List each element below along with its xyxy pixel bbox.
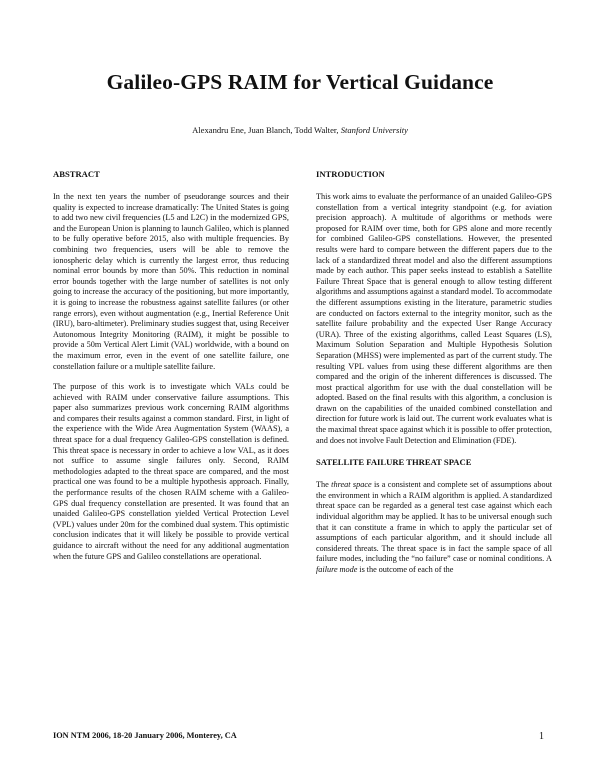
right-column bbox=[316, 169, 552, 576]
author-line bbox=[0, 125, 600, 135]
paper-title: Galileo-GPS RAIM for Vertical Guidance bbox=[106, 70, 494, 94]
page-number: 1 bbox=[539, 731, 544, 742]
abstract-heading: ABSTRACT bbox=[53, 169, 100, 179]
threat-space-heading: SATELLITE FAILURE THREAT SPACE bbox=[316, 457, 472, 468]
affiliation: Stanford University bbox=[340, 125, 408, 135]
footer-conference: ION NTM 2006, 18-20 January 2006, Monterey, CA bbox=[53, 731, 237, 740]
threat-space-text-c: is the outcome of each of the bbox=[357, 565, 454, 574]
introduction-heading: INTRODUCTION bbox=[316, 169, 385, 179]
term-threat-space: threat space bbox=[331, 480, 372, 490]
abstract-paragraph-1: In the next ten years the number of pseudorange sources and their quality is expected to increase dramatically: The United States is going to add two new civil frequencies (L5 and L2C) in the modernized GPS, and the European Union is planning to launch Galileo, which is planned to be fully operative before 2015, also with multiple frequencies. By combining two frequencies, users will be able to remove the ionospheric delay which is currently the largest error, thus reducing nominal error bounds by more than 50%. This reduction in nominal error bounds together with the large number of satellites is not only going to increase the accuracy of the positioning, but more importantly, it is going to increase the robustness against satellite failures (or other range errors), even without augmentation (e.g., Inertial Reference Unit (IRU), baro-altimeter). Preliminary studies suggest that, using Receiver Autonomous Integrity Monitoring (RAIM), it might be possible to provide a 50m Vertical Alert Limit (VAL) worldwide, with a bound on the maximum error, even in the event of one satellite failure, one constellation failure or a multiple satellite failure. bbox=[53, 192, 289, 371]
abstract-paragraph-2: The purpose of this work is to investigate which VALs could be achieved with RAIM under conservative failure assumptions. This paper also summarizes previous work concerning RAIM algorithms and compares their results against a common standard. First, in light of the experience with the Wide Area Augmentation System (WAAS), a threat space for a dual frequency Galileo-GPS constellation is defined. This threat space is necessary in order to achieve a low VAL, as it does not suffice to assume single failures only. Second, RAIM methodologies adapted to the threat space are compared, and the most practical one was found to be a multiple hypothesis approach. Finally, the performance results of the chosen RAIM scheme with a Galileo-GPS dual frequency constellation are presented. It was found that an unaided Galileo-GPS constellation yielded Vertical Protection Level (VPL) values under 20m for the combined dual system. This optimistic conclusion indicates that it will likely be possible to provide vertical guidance to aircraft without the need for any additional augmentation when the future GPS and Galileo constellations are operational. bbox=[53, 382, 289, 561]
term-failure-mode: failure mode bbox=[316, 565, 358, 574]
authors: Alexandru Ene, Juan Blanch, Todd Walter, bbox=[192, 125, 341, 135]
threat-space-paragraph-1 bbox=[316, 480, 552, 575]
threat-space-text-a: The bbox=[316, 480, 332, 490]
introduction-paragraph-1: This work aims to evaluate the performance of an unaided Galileo-GPS constellation from a vertical integrity standpoint (e.g. for aviation precision approach). A multitude of algorithms or methods were proposed for RAIM over time, both for GPS alone and more recently for combined Galileo-GPS constellations. However, the presented results were hard to compare between the different papers due to the lack of a standardized threat model and also the different assumptions made by each author. This paper seeks instead to establish a Satellite Failure Threat Space that is general enough to allow testing different algorithms and assumptions against a standard model. To accommodate the different assumptions existing in the literature, parametric studies are conducted on factors external to the integrity monitor, such as the satellite failure probability and the expected User Range Accuracy (URA). Three of the existing algorithms, called Least Squares (LS), Maximum Solution Separation and Multiple Hypothesis Solution Separation (MHSS) were implemented as part of the current study. The resulting VPL values from using these different algorithms are then compared and the origin of the inherent differences is discussed. The most practical algorithm for use with the dual constellation will be adopted. Based on the final results with this algorithm, a conclusion is drawn on the capabilities of the unaided combined constellation and direction for future work is laid out. The current work evaluates what is the maximal threat space against which it is possible to offer protection, and does not involve Fault Detection and Elimination (FDE). bbox=[316, 192, 552, 445]
left-column bbox=[53, 169, 289, 562]
threat-space-text-b: is a consistent and complete set of assumptions about the environment in which a RAIM algorithm is applied. A standardized threat space can be regarded as a general test case against which each individual algorithm may be applied. It has to be universal enough such that it can constitute a frame in which to apply the particular set of assumptions of each particular algorithm, and it should include all considered threats. The threat space is in fact the sample space of all failure modes, including the “no failure” case or nominal conditions. A bbox=[316, 480, 552, 564]
